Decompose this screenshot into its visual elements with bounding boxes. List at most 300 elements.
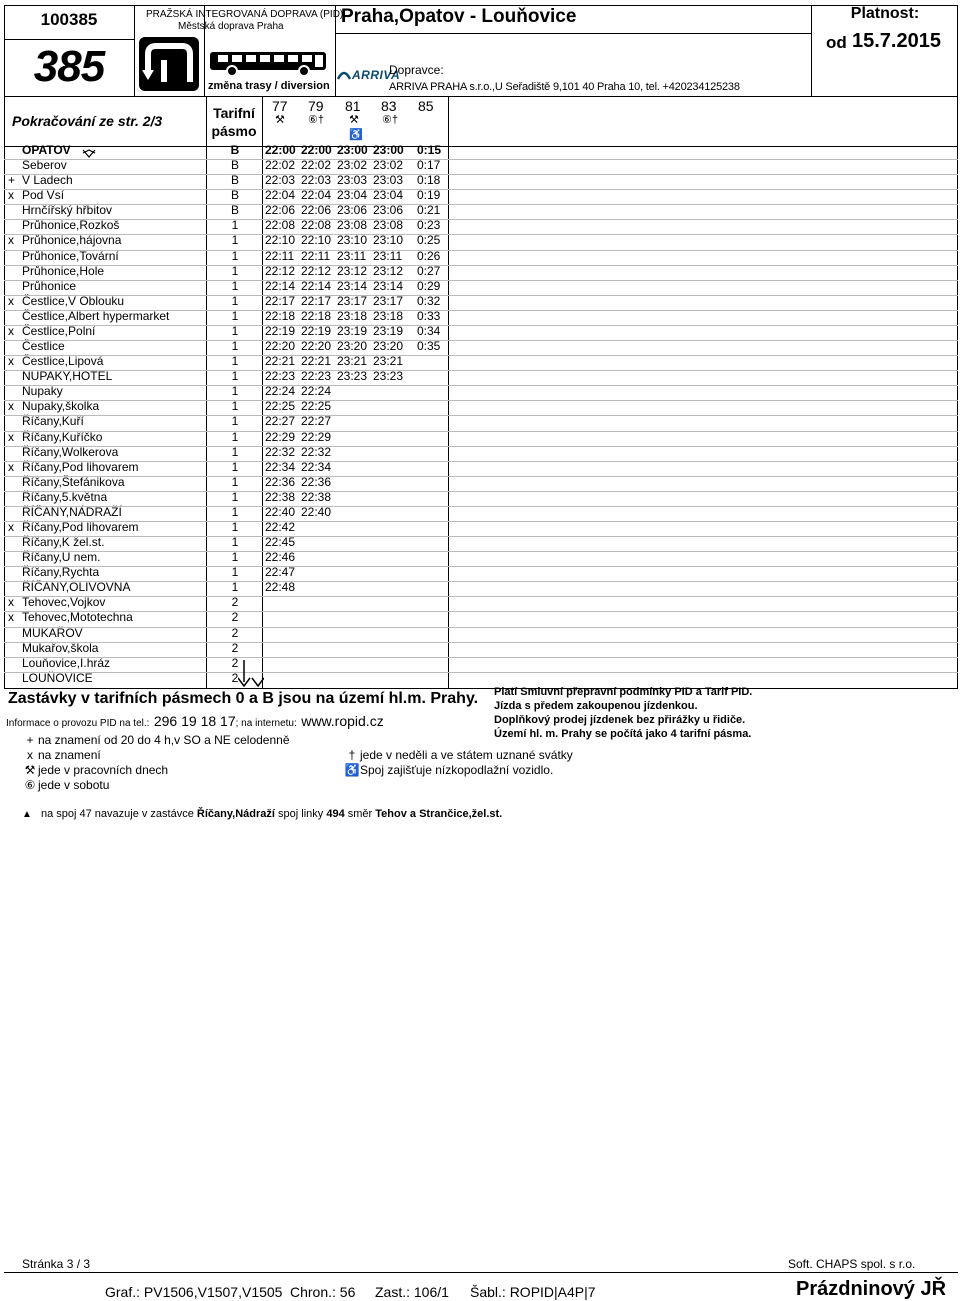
trip-number: 81 bbox=[345, 98, 361, 114]
stop-mark: x bbox=[8, 399, 14, 414]
stop-mark: x bbox=[8, 595, 14, 610]
stop-zone: 1 bbox=[231, 278, 239, 293]
stop-row bbox=[0, 641, 960, 656]
row-divider bbox=[4, 491, 958, 492]
trip-symbol: ⑥† bbox=[308, 114, 324, 126]
stop-zone: 1 bbox=[231, 474, 239, 489]
departure-time: 23:02 bbox=[373, 158, 404, 173]
departure-time: 22:20 bbox=[301, 339, 332, 354]
departure-time: 22:19 bbox=[301, 323, 332, 338]
departure-time: 22:02 bbox=[301, 158, 332, 173]
org-name: PRAŽSKÁ INTEGROVANÁ DOPRAVA (PID) bbox=[146, 9, 344, 20]
info-mid: ; na internetu: bbox=[235, 718, 297, 729]
footer-zast: Zast.: 106/1 bbox=[375, 1284, 449, 1300]
stop-zone: B bbox=[230, 188, 239, 203]
departure-time: 23:08 bbox=[373, 218, 404, 233]
condition-line: Platí Smluvní přepravní podmínky PID a Tarif PID. bbox=[494, 686, 753, 698]
legend-symbol: ⚒ bbox=[24, 763, 36, 777]
stop-row bbox=[0, 535, 960, 550]
stop-name: V Ladech bbox=[22, 173, 73, 188]
stop-row bbox=[0, 384, 960, 399]
departure-time: 23:03 bbox=[337, 173, 368, 188]
stop-zone: B bbox=[230, 173, 239, 188]
departure-time: 23:23 bbox=[373, 369, 404, 384]
row-divider bbox=[4, 506, 958, 507]
legend-text: jede v pracovních dnech bbox=[38, 763, 169, 777]
continuation-note: Pokračování ze str. 2/3 bbox=[12, 113, 163, 129]
stop-name: Říčany,Kuříčko bbox=[22, 429, 103, 444]
row-divider bbox=[4, 431, 958, 432]
connection-destination: Tehov a Strančice,žel.st. bbox=[375, 808, 503, 820]
legend-text: na znamení bbox=[38, 748, 101, 762]
legend-symbol: + bbox=[26, 733, 34, 747]
departure-time: 0:23 bbox=[417, 218, 441, 233]
triangle-icon: ▲ bbox=[22, 809, 32, 820]
row-divider bbox=[4, 672, 958, 673]
stop-row bbox=[0, 626, 960, 641]
stop-row bbox=[0, 203, 960, 218]
departure-time: 22:29 bbox=[265, 429, 296, 444]
departure-time: 23:06 bbox=[373, 203, 404, 218]
stop-zone: 1 bbox=[231, 565, 239, 580]
stop-zone: 1 bbox=[231, 233, 239, 248]
info-prefix: Informace o provozu PID na tel.: bbox=[6, 718, 150, 729]
stop-name: LOUŇOVICE bbox=[22, 670, 93, 685]
departure-time: 23:08 bbox=[337, 218, 368, 233]
software-credit: Soft. CHAPS spol. s r.o. bbox=[788, 1257, 916, 1271]
stop-zone: 1 bbox=[231, 535, 239, 550]
legend-symbol: x bbox=[27, 748, 33, 762]
row-divider bbox=[4, 355, 958, 356]
legend-symbol: ⑥ bbox=[24, 778, 36, 792]
stop-name: Čestlice,Albert hypermarket bbox=[22, 308, 170, 323]
departure-time: 0:18 bbox=[417, 173, 441, 188]
row-divider bbox=[4, 159, 958, 160]
departure-time: 22:10 bbox=[265, 233, 296, 248]
departure-time: 22:34 bbox=[265, 459, 296, 474]
zones-note: Zastávky v tarifních pásmech 0 a B jsou na území hl.m. Prahy. bbox=[8, 690, 479, 707]
departure-time: 22:25 bbox=[301, 399, 332, 414]
stop-zone: 1 bbox=[231, 354, 239, 369]
stop-zone: 1 bbox=[231, 339, 239, 354]
departure-time: 0:25 bbox=[417, 233, 441, 248]
departure-time: 22:24 bbox=[301, 384, 332, 399]
divider bbox=[4, 1272, 958, 1273]
departure-time: 23:04 bbox=[337, 188, 368, 203]
departure-time: 23:19 bbox=[373, 323, 404, 338]
stop-row bbox=[0, 671, 960, 686]
carrier-label: Dopravce: bbox=[389, 63, 444, 77]
row-divider bbox=[4, 657, 958, 658]
footer-graf: Graf.: PV1506,V1507,V1505 bbox=[105, 1284, 283, 1300]
condition-line: Jízda s předem zakoupenou jízdenkou. bbox=[494, 700, 698, 712]
departure-time: 0:29 bbox=[417, 278, 441, 293]
stop-mark: x bbox=[8, 293, 14, 308]
departure-time: 22:36 bbox=[301, 474, 332, 489]
departure-time: 23:17 bbox=[337, 293, 368, 308]
departure-time: 22:25 bbox=[265, 399, 296, 414]
validity-label: Platnost: bbox=[850, 5, 920, 22]
stop-row bbox=[0, 414, 960, 429]
trip-symbol: ⚒ bbox=[275, 114, 285, 126]
departure-time: 23:12 bbox=[337, 263, 368, 278]
stop-zone: 1 bbox=[231, 459, 239, 474]
stop-zone: 1 bbox=[231, 399, 239, 414]
departure-time: 0:27 bbox=[417, 263, 441, 278]
departure-time: 22:40 bbox=[301, 504, 332, 519]
stop-row bbox=[0, 233, 960, 248]
departure-time: 22:21 bbox=[301, 354, 332, 369]
connection-text: spoj linky bbox=[278, 808, 324, 820]
stop-zone: 2 bbox=[231, 655, 239, 670]
departure-time: 22:42 bbox=[265, 520, 296, 534]
stop-row bbox=[0, 580, 960, 595]
stop-row bbox=[0, 264, 960, 279]
departure-time: 0:17 bbox=[417, 158, 441, 173]
stop-name: Seberov bbox=[22, 158, 67, 173]
trip-number: 83 bbox=[381, 98, 397, 114]
departure-time: 23:14 bbox=[373, 278, 404, 293]
stop-zone: 1 bbox=[231, 248, 239, 263]
stop-name: Říčany,Pod lihovarem bbox=[22, 459, 139, 474]
departure-time: 22:00 bbox=[301, 143, 332, 157]
connection-line: 494 bbox=[326, 808, 345, 820]
departure-time: 22:36 bbox=[265, 474, 296, 489]
stop-zone: 1 bbox=[231, 369, 239, 384]
footer-sabl: Šabl.: ROPID|A4P|7 bbox=[470, 1284, 596, 1300]
diversion-label: změna trasy / diversion bbox=[208, 80, 330, 92]
stop-zone: B bbox=[230, 203, 239, 218]
arrow-down-icon bbox=[238, 660, 264, 688]
stop-name: Průhonice,Hole bbox=[22, 263, 105, 278]
trip-symbol: ⚒ bbox=[349, 114, 359, 126]
departure-time: 23:12 bbox=[373, 263, 404, 278]
stop-name: Tehovec,Mototechna bbox=[22, 610, 133, 625]
departure-time: 22:06 bbox=[265, 203, 296, 218]
departure-time: 22:14 bbox=[265, 278, 296, 293]
row-divider bbox=[4, 325, 958, 326]
row-divider bbox=[4, 310, 958, 311]
departure-time: 23:18 bbox=[373, 308, 404, 323]
conditions bbox=[494, 685, 752, 741]
row-divider bbox=[4, 189, 958, 190]
row-divider bbox=[4, 219, 958, 220]
stop-row bbox=[0, 294, 960, 309]
stop-zone: 1 bbox=[231, 489, 239, 504]
departure-time: 22:32 bbox=[301, 444, 332, 459]
departure-time: 23:06 bbox=[337, 203, 368, 218]
validity-prefix: od bbox=[826, 33, 847, 52]
stop-zone: 2 bbox=[231, 610, 239, 625]
stop-name: ŘÍČANY,OLIVOVNA bbox=[22, 580, 131, 595]
stop-zone: 1 bbox=[231, 414, 239, 429]
stop-mark: x bbox=[8, 233, 14, 248]
stop-mark: x bbox=[8, 459, 14, 474]
row-divider bbox=[4, 446, 958, 447]
row-divider bbox=[4, 265, 958, 266]
zone-header-1: Tarifní bbox=[213, 105, 255, 121]
trip-symbol: ⑥† bbox=[382, 114, 398, 126]
stop-row bbox=[0, 505, 960, 520]
departure-time: 0:21 bbox=[417, 203, 441, 218]
footer-title: Prázdninový JŘ bbox=[796, 1278, 947, 1300]
carrier-logo: ARRIVA bbox=[352, 68, 401, 82]
stop-row bbox=[0, 218, 960, 233]
departure-time: 0:32 bbox=[417, 293, 441, 308]
stop-name: Čestlice,Lipová bbox=[22, 354, 104, 369]
departure-time: 22:12 bbox=[301, 263, 332, 278]
departure-time: 22:23 bbox=[301, 369, 332, 384]
row-divider bbox=[4, 611, 958, 612]
row-divider bbox=[4, 566, 958, 567]
connection-note bbox=[22, 808, 502, 820]
row-divider bbox=[4, 174, 958, 175]
stop-zone: 1 bbox=[231, 263, 239, 278]
row-divider bbox=[4, 627, 958, 628]
departure-time: 23:23 bbox=[337, 369, 368, 384]
departure-time: 22:10 bbox=[301, 233, 332, 248]
departure-time: 22:12 bbox=[265, 263, 296, 278]
stop-name: Říčany,Rychta bbox=[22, 565, 100, 580]
departure-time: 22:00 bbox=[265, 143, 296, 157]
stop-zone: B bbox=[230, 158, 239, 173]
departure-time: 22:29 bbox=[301, 429, 332, 444]
row-divider bbox=[4, 234, 958, 235]
departure-time: 22:17 bbox=[301, 293, 332, 308]
stop-row bbox=[0, 188, 960, 203]
departure-time: 22:08 bbox=[265, 218, 296, 233]
stop-zone: 1 bbox=[231, 580, 239, 595]
stop-row bbox=[0, 565, 960, 580]
stop-row bbox=[0, 656, 960, 671]
departure-time: 22:38 bbox=[301, 489, 332, 504]
departure-time: 22:48 bbox=[265, 580, 296, 595]
departure-time: 22:32 bbox=[265, 444, 296, 459]
departure-time: 22:40 bbox=[265, 504, 296, 519]
departure-time: 0:15 bbox=[417, 143, 442, 157]
trip-number: 79 bbox=[308, 98, 324, 114]
stop-name: Průhonice,Rozkoš bbox=[22, 218, 120, 233]
stop-name: Čestlice,V Oblouku bbox=[22, 293, 125, 308]
zone-header-2: pásmo bbox=[211, 123, 257, 139]
line-code: 100385 bbox=[40, 10, 98, 29]
departure-time: 0:26 bbox=[417, 248, 441, 263]
stop-name: Tehovec,Vojkov bbox=[22, 595, 106, 610]
row-divider bbox=[4, 581, 958, 582]
row-divider bbox=[4, 340, 958, 341]
stop-name: Říčany,5.května bbox=[22, 489, 108, 504]
stop-row bbox=[0, 309, 960, 324]
stop-name: Průhonice bbox=[22, 278, 77, 293]
row-divider bbox=[4, 280, 958, 281]
departure-time: 22:11 bbox=[301, 248, 331, 263]
footer-chron: Chron.: 56 bbox=[290, 1284, 356, 1300]
stop-name: Nupaky,školka bbox=[22, 399, 100, 414]
departure-time: 23:18 bbox=[337, 308, 368, 323]
legend-symbol: ♿ bbox=[344, 763, 360, 777]
condition-line: Území hl. m. Prahy se počítá jako 4 tarifní pásma. bbox=[494, 728, 752, 740]
stop-name: Hrnčířský hřbitov bbox=[22, 203, 113, 218]
legend-symbol: † bbox=[348, 748, 356, 762]
departure-time: 22:17 bbox=[265, 293, 296, 308]
stop-name: ŘÍČANY,NÁDRAŽÍ bbox=[22, 504, 122, 519]
stop-row bbox=[0, 173, 960, 188]
row-divider bbox=[4, 400, 958, 401]
stop-row bbox=[0, 369, 960, 384]
info-phone: 296 19 18 17 bbox=[153, 713, 236, 729]
departure-time: 23:21 bbox=[373, 354, 404, 369]
departure-time: 22:18 bbox=[265, 308, 296, 323]
stop-name: Nupaky bbox=[22, 384, 63, 399]
connection-stop: Říčany,Nádraží bbox=[196, 808, 275, 820]
stop-row bbox=[0, 595, 960, 610]
stop-zone: 1 bbox=[231, 550, 239, 565]
departure-time: 22:04 bbox=[301, 188, 332, 203]
stop-mark: x bbox=[8, 323, 14, 338]
stop-row bbox=[0, 445, 960, 460]
stop-zone: B bbox=[230, 143, 240, 157]
departure-time: 23:20 bbox=[373, 339, 404, 354]
row-divider bbox=[4, 415, 958, 416]
trip-number: 85 bbox=[418, 98, 434, 114]
stop-zone: 1 bbox=[231, 520, 239, 534]
stop-zone: 1 bbox=[231, 444, 239, 459]
row-divider bbox=[4, 536, 958, 537]
departure-time: 23:14 bbox=[337, 278, 368, 293]
departure-time: 22:02 bbox=[265, 158, 296, 173]
condition-line: Doplňkový prodej jízdenek bez přirážky u řidiče. bbox=[494, 714, 746, 726]
departure-time: 23:10 bbox=[337, 233, 368, 248]
stop-mark: x bbox=[8, 188, 14, 203]
line-number: 385 bbox=[33, 42, 105, 91]
trip-number: 77 bbox=[272, 98, 288, 114]
info-web[interactable]: www.ropid.cz bbox=[301, 713, 384, 729]
departure-time: 23:21 bbox=[337, 354, 368, 369]
stop-name: Říčany,K žel.st. bbox=[22, 535, 105, 550]
wheelchair-icon: ♿ bbox=[349, 129, 363, 141]
departure-time: 22:18 bbox=[301, 308, 332, 323]
departure-time: 22:20 bbox=[265, 339, 296, 354]
stop-name: Říčany,Štefánikova bbox=[22, 474, 125, 489]
departure-time: 0:19 bbox=[417, 188, 441, 203]
stop-row bbox=[0, 249, 960, 264]
departure-time: 22:11 bbox=[265, 248, 295, 263]
departure-time: 23:02 bbox=[337, 158, 368, 173]
carrier-info: ARRIVA PRAHA s.r.o.,U Seřadiště 9,101 40 Praha 10, tel. +420234125238 bbox=[389, 81, 740, 93]
stop-name: Průhonice,Tovární bbox=[22, 248, 119, 263]
stop-row bbox=[0, 324, 960, 339]
stop-row bbox=[0, 143, 960, 158]
legend-text: jede v neděli a ve státem uznané svátky bbox=[360, 748, 573, 762]
stop-mark: + bbox=[8, 173, 16, 188]
stop-row bbox=[0, 339, 960, 354]
departure-time: 23:03 bbox=[373, 173, 404, 188]
row-divider bbox=[4, 295, 958, 296]
departure-time: 22:04 bbox=[265, 188, 296, 203]
departure-time: 22:03 bbox=[265, 173, 296, 188]
row-divider bbox=[4, 596, 958, 597]
stop-row bbox=[0, 279, 960, 294]
stop-zone: 1 bbox=[231, 323, 239, 338]
row-divider bbox=[4, 250, 958, 251]
departure-time: 23:20 bbox=[337, 339, 368, 354]
departure-time: 23:19 bbox=[337, 323, 368, 338]
departure-time: 0:34 bbox=[417, 323, 441, 338]
stop-row bbox=[0, 158, 960, 173]
stop-row bbox=[0, 610, 960, 625]
direction-marker-icon bbox=[82, 146, 96, 156]
departure-time: 23:10 bbox=[373, 233, 404, 248]
row-divider bbox=[4, 385, 958, 386]
departure-time: 22:06 bbox=[301, 203, 332, 218]
departure-time: 22:08 bbox=[301, 218, 332, 233]
stop-name: Říčany,Kuří bbox=[22, 414, 84, 429]
stop-mark: x bbox=[8, 429, 14, 444]
stop-row bbox=[0, 430, 960, 445]
stop-name: Mukařov,škola bbox=[22, 640, 99, 655]
stop-zone: 1 bbox=[231, 293, 239, 308]
departure-time: 22:23 bbox=[265, 369, 296, 384]
departure-time: 22:03 bbox=[301, 173, 332, 188]
row-divider bbox=[4, 551, 958, 552]
stop-name: Říčany,U nem. bbox=[22, 550, 101, 565]
row-divider bbox=[4, 642, 958, 643]
connection-text: na spoj 47 navazuje v zastávce bbox=[40, 808, 194, 820]
departure-time: 23:17 bbox=[373, 293, 404, 308]
stop-mark: x bbox=[8, 520, 14, 534]
legend-text: jede v sobotu bbox=[38, 778, 110, 792]
stop-name: Čestlice,Polní bbox=[22, 323, 96, 338]
row-divider bbox=[4, 370, 958, 371]
row-divider bbox=[4, 521, 958, 522]
departure-time: 23:00 bbox=[337, 143, 368, 157]
departure-time: 23:00 bbox=[373, 143, 404, 157]
legend-text: Spoj zajišťuje nízkopodlažní vozidlo. bbox=[360, 763, 554, 777]
stop-zone: 2 bbox=[231, 595, 239, 610]
connection-text: směr bbox=[347, 808, 373, 820]
stop-name: Říčany,Wolkerova bbox=[22, 444, 119, 459]
info-line bbox=[6, 713, 384, 731]
departure-time: 22:24 bbox=[265, 384, 296, 399]
stop-zone: 2 bbox=[231, 625, 239, 640]
stop-name: Říčany,Pod lihovarem bbox=[22, 520, 139, 534]
departure-time: 22:38 bbox=[265, 489, 296, 504]
stop-zone: 1 bbox=[231, 384, 239, 399]
stop-mark: x bbox=[8, 610, 14, 625]
departure-time: 22:46 bbox=[265, 550, 296, 565]
row-divider bbox=[4, 476, 958, 477]
stop-row bbox=[0, 399, 960, 414]
departure-time: 22:27 bbox=[301, 414, 332, 429]
row-divider bbox=[4, 204, 958, 205]
departure-time: 23:04 bbox=[373, 188, 404, 203]
stop-name: Průhonice,hájovna bbox=[22, 233, 122, 248]
stop-zone: 1 bbox=[231, 218, 239, 233]
stop-zone: 2 bbox=[231, 670, 239, 685]
departure-time: 22:21 bbox=[265, 354, 296, 369]
stop-zone: 1 bbox=[231, 308, 239, 323]
departure-time: 22:47 bbox=[265, 565, 296, 580]
page-number: Stránka 3 / 3 bbox=[22, 1257, 91, 1271]
stop-row bbox=[0, 550, 960, 565]
departure-time: 22:45 bbox=[265, 535, 296, 550]
stop-row bbox=[0, 354, 960, 369]
departure-time: 0:35 bbox=[417, 339, 441, 354]
departure-time: 23:11 bbox=[337, 248, 367, 263]
stop-name: MUKAŘOV bbox=[22, 625, 83, 640]
route-title: Praha,Opatov - Louňovice bbox=[341, 6, 577, 27]
org-subname: Městská doprava Praha bbox=[178, 21, 284, 32]
